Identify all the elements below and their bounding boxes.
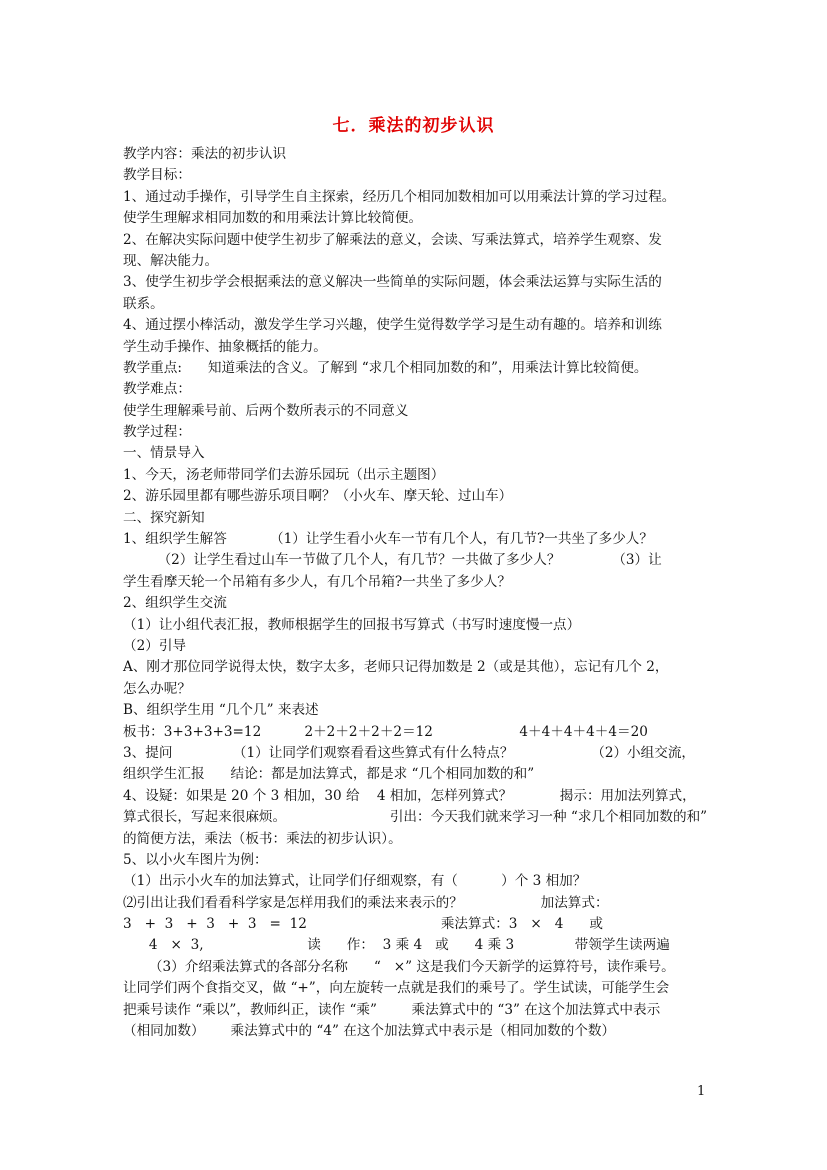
text-line: 板书：3+3+3+3=12 2＋2＋2＋2＋2＝12 4＋4＋4＋4＋4＝20 [123,723,648,740]
text-line: 一、情景导入 [123,445,205,462]
text-line: 1、今天，汤老师带同学们去游乐园玩（出示主题图） [123,466,445,483]
text-line: 3 + 3 + 3 + 3 = 12 乘法算式：3 × 4 或 [123,916,603,933]
page-number: 1 [697,1084,706,1099]
text-line: 教学重点: 知道乘法的含义。了解到 “求几个相同加数的和”，用乘法计算比较简便。 [123,359,648,376]
text-line: 3、使学生初步学会根据乘法的意义解决一些简单的实际问题，体会乘法运算与实际生活的 [123,274,662,291]
page-title: 七．乘法的初步认识 [332,116,495,136]
text-line: 算式很长，写起来很麻烦。 引出：今天我们就来学习一种 “求几个相同加数的和” [123,809,708,826]
text-line: （2）让学生看过山车一节做了几个人，有几节？一共做了多少人？ （3）让 [123,552,662,569]
text-line: 教学过程： [123,424,191,441]
text-line: 联系。 [123,295,164,312]
text-line: 4、设疑：如果是 20 个 3 相加，30 给 4 相加，怎样列算式？ 揭示：用加法列算式， [123,787,696,804]
text-line: ⑵引出让我们看看科学家是怎样用我们的乘法来表示的？ 加法算式： [123,894,609,911]
text-line: 2、组织学生交流 [123,595,227,612]
text-line: 把乘号读作 “乘以”，教师纠正，读作 “乘” 乘法算式中的 “3” 在这个加法算式中表示 [123,1001,661,1018]
text-line: 教学目标： [123,167,191,184]
text-line: 二、探究新知 [123,509,205,526]
text-line: 4、通过摆小棒活动，激发学生学习兴趣，使学生觉得数学学习是生动有趣的。培养和训练 [123,317,662,334]
text-line: 现、解决能力。 [123,252,219,269]
text-line: （1）让小组代表汇报，教师根据学生的回报书写算式（书写时速度慢一点） [123,616,581,633]
text-line: 组织学生汇报 结论：都是加法算式，都是求 “几个相同加数的和” [123,766,535,783]
text-line: 让同学们两个食指交叉，做 “+”，向左旋转一点就是我们的乘号了。学生试读，可能学生会 [123,980,670,997]
text-line: 学生动手操作、抽象概括的能力。 [123,338,327,355]
text-line: 2、在解决实际问题中使学生初步了解乘法的意义，会读、写乘法算式，培养学生观察、发 [123,231,662,248]
text-line: （1）出示小火车的加法算式，让同学们仔细观察，有（ ）个 3 相加？ [123,873,587,890]
text-line: 4 × 3, 读 作： 3 乘 4 或 4 乘 3 带领学生读两遍 [123,937,670,954]
text-line: （2）引导 [123,637,187,654]
text-line: （相同加数） 乘法算式中的 “4” 在这个加法算式中表示是（相同加数的个数） [123,1023,616,1040]
text-line: 教学内容：乘法的初步认识 [123,146,287,162]
text-line: 使学生理解乘号前、后两个数所表示的不同意义 [123,402,409,419]
text-line: 2、游乐园里都有哪些游乐项目啊？（小火车、摩天轮、过山车） [123,488,513,505]
text-line: 怎么办呢？ [123,680,191,697]
text-line: 5、以小火车图片为例： [123,851,268,868]
text-line: A、刚才那位同学说得太快，数字太多，老师只记得加数是 2（或是其他），忘记有几个 2， [123,659,669,676]
text-line: 学生看摩天轮一个吊箱有多少人，有几个吊箱?一共坐了多少人？ [123,573,511,590]
text-line: 3、提问 （1）让同学们观察看看这些算式有什么特点？ （2）小组交流， [123,744,696,761]
text-line: B、组织学生用 “几个几” 来表述 [123,702,319,719]
text-line: 教学难点： [123,381,191,398]
text-line: （3）介绍乘法算式的各部分名称 “ ×” 这是我们今天新学的运算符号，读作乘号。 [123,958,675,975]
document-body [123,144,723,1042]
text-line: 使学生理解求相同加数的和用乘法计算比较简便。 [123,210,423,227]
text-line: 1、通过动手操作，引导学生自主探索，经历几个相同加数相加可以用乘法计算的学习过程。 [123,188,676,205]
text-line: 的简便方法，乘法（板书：乘法的初步认识）。 [123,830,402,847]
text-line: 1、组织学生解答 （1）让学生看小火车一节有几个人，有几节?一共坐了多少人？ [123,531,653,548]
